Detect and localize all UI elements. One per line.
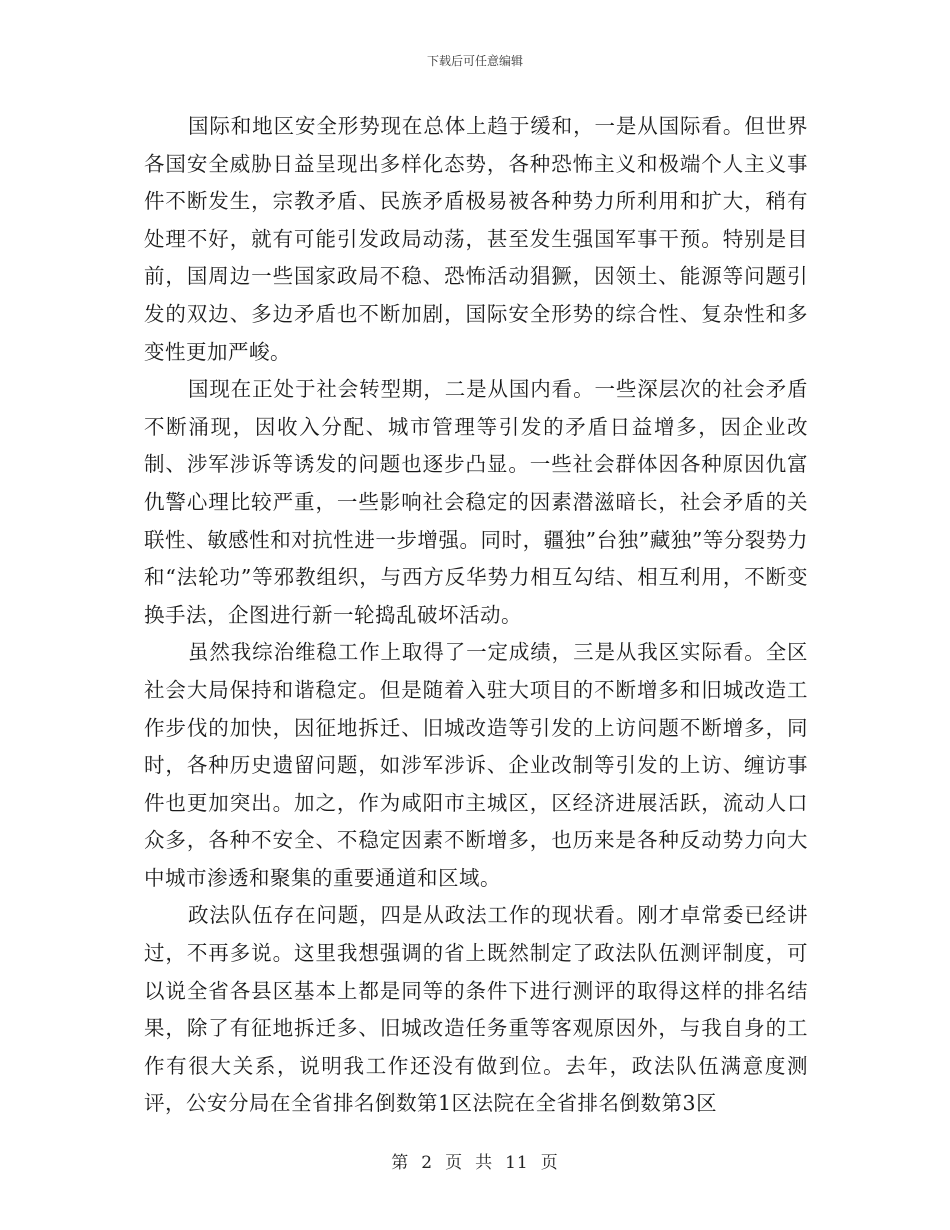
paragraph-political-legal: 政法队伍存在问题，四是从政法工作的现状看。刚才卓常委已经讲过，不再多说。这里我想强调的省上既然制定了政法队伍测评制度，可以说全省各县区基本上都是同等的条件下进行测评的取得这样的排名结果，除了有征地拆迁多、旧城改造任务重等客观原因外，与我自身的工作有很大关系，说明我工作还没有做到位。去年，政法队伍满意度测评，公安分局在全省排名倒数第1区法院在全省排名倒数第3区 <box>144 903 808 1116</box>
paragraph-district: 虽然我综治维稳工作上取得了一定成绩，三是从我区实际看。全区社会大局保持和谐稳定。但是随着入驻大项目的不断增多和旧城改造工作步伐的加快，因征地拆迁、旧城改造等引发的上访问题不断增多，同时，各种历史遗留问题，如涉军涉诉、企业改制等引发的上访、缠访事件也更加突出。加之，作为咸阳市主城区，区经济进展活跃，流动人口众多，各种不安全、不稳定因素不断增多，也历来是各种反动势力向大中城市渗透和聚集的重要通道和区域。 <box>144 640 808 890</box>
total-label: 共 <box>475 1153 494 1173</box>
paragraph-domestic: 国现在正处于社会转型期，二是从国内看。一些深层次的社会矛盾不断涌现，因收入分配、城市管理等引发的矛盾日益增多，因企业改制、涉军涉诉等诱发的问题也逐步凸显。一些社会群体因各种原因仇富仇警心理比较严重，一些影响社会稳定的因素潜滋暗长，社会矛盾的关联性、敏感性和对抗性进一步增强。同时，疆独”台独”藏独”等分裂势力和“法轮功”等邪教组织，与西方反华势力相互勾结、相互利用，不断变换手法，企图进行新一轮捣乱破坏活动。 <box>144 377 808 627</box>
total-suffix: 页 <box>540 1153 559 1173</box>
page-suffix: 页 <box>445 1153 464 1173</box>
document-body <box>144 108 808 1123</box>
paragraph-international: 国际和地区安全形势现在总体上趋于缓和，一是从国际看。但世界各国安全威胁日益呈现出多样化态势，各种恐怖主义和极端个人主义事件不断发生，宗教矛盾、民族矛盾极易被各种势力所利用和扩大，稍有处理不好，就有可能引发政局动荡，甚至发生强国军事干预。特别是目前，国周边一些国家政局不稳、恐怖活动猖獗，因领土、能源等问题引发的双边、多边矛盾也不断加剧，国际安全形势的综合性、复杂性和多变性更加严峻。 <box>144 114 808 364</box>
page-label: 第 <box>391 1153 410 1173</box>
page-number: 2 <box>421 1153 434 1173</box>
page-header: 下载后可任意编辑 <box>426 54 523 68</box>
total-pages: 11 <box>505 1153 529 1173</box>
page-footer <box>0 1148 950 1173</box>
